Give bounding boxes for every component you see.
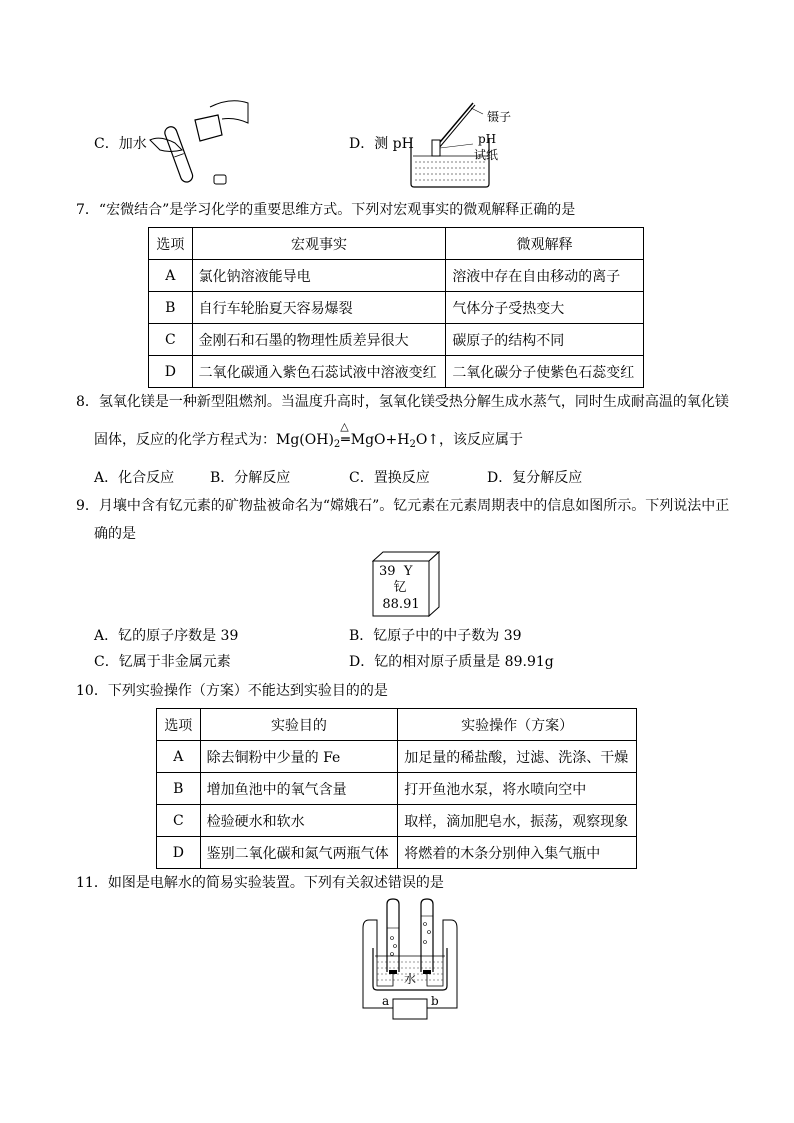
equation-part: 固体，反应的化学方程式为：Mg(OH) bbox=[94, 432, 334, 448]
electrode-b-label: b bbox=[431, 994, 439, 1008]
table-cell: 打开鱼池水泵，将水喷向空中 bbox=[398, 773, 637, 805]
table-cell: 加足量的稀盐酸，过滤、洗涤、干燥 bbox=[398, 741, 637, 773]
table-cell: D bbox=[157, 837, 201, 869]
question-8-stem-line1: 8．氢氧化镁是一种新型阻燃剂。当温度升高时，氢氧化镁受热分解生成水蒸气，同时生成耐高温的氧化镁 bbox=[76, 394, 729, 410]
table-cell: A bbox=[149, 260, 193, 292]
question-9-stem-line2: 确的是 bbox=[94, 526, 136, 542]
table-cell: D bbox=[149, 356, 193, 388]
question-9-stem-line1: 9．月壤中含有钇元素的矿物盐被命名为“嫦娥石”。钇元素在元素周期表中的信息如图所示。下列说法中正 bbox=[76, 498, 730, 514]
table-header: 微观解释 bbox=[446, 228, 644, 260]
table-row bbox=[149, 356, 644, 388]
table-cell: 检验硬水和软水 bbox=[200, 805, 398, 837]
element-cell-yttrium bbox=[372, 551, 440, 617]
question-7-table bbox=[148, 227, 644, 388]
table-cell: 气体分子受热变大 bbox=[446, 292, 644, 324]
table-row bbox=[157, 741, 637, 773]
test-paper-label: 试纸 bbox=[474, 148, 499, 162]
table-cell: 增加鱼池中的氧气含量 bbox=[200, 773, 398, 805]
table-cell: 鉴别二氧化碳和氮气两瓶气体 bbox=[200, 837, 398, 869]
option-a: A．化合反应 bbox=[94, 470, 175, 486]
table-header: 选项 bbox=[157, 709, 201, 741]
table-row bbox=[157, 773, 637, 805]
table-row bbox=[149, 324, 644, 356]
option-b: B．分解反应 bbox=[210, 470, 291, 486]
option-b: B．钇原子中的中子数为 39 bbox=[349, 628, 522, 644]
equation-part: MgO+H bbox=[350, 432, 410, 448]
tweezers-label: 镊子 bbox=[487, 110, 512, 124]
table-cell: 取样，滴加肥皂水，振荡，观察现象 bbox=[398, 805, 637, 837]
table-header: 实验目的 bbox=[200, 709, 398, 741]
table-row bbox=[157, 837, 637, 869]
ph-label: pH bbox=[478, 132, 497, 146]
element-symbol: Y bbox=[403, 564, 413, 579]
table-cell: 溶液中存在自由移动的离子 bbox=[446, 260, 644, 292]
atomic-mass: 88.91 bbox=[382, 597, 420, 612]
option-d: D．钇的相对原子质量是 89.91g bbox=[349, 654, 554, 670]
table-cell: C bbox=[149, 324, 193, 356]
table-cell: 除去铜粉中少量的 Fe bbox=[200, 741, 398, 773]
option-c: C．置换反应 bbox=[349, 470, 430, 486]
element-name: 钇 bbox=[393, 580, 407, 595]
table-header-row bbox=[157, 709, 637, 741]
question-10-table bbox=[156, 708, 637, 869]
table-cell: 金刚石和石墨的物理性质差异很大 bbox=[192, 324, 446, 356]
subscript: 2 bbox=[333, 439, 341, 450]
table-cell: 二氧化碳分子使紫色石蕊变红 bbox=[446, 356, 644, 388]
table-row bbox=[157, 805, 637, 837]
electrolysis-apparatus-figure bbox=[355, 898, 465, 1023]
table-cell: 自行车轮胎夏天容易爆裂 bbox=[192, 292, 446, 324]
table-cell: C bbox=[157, 805, 201, 837]
table-header: 宏观事实 bbox=[192, 228, 446, 260]
table-cell: 将燃着的木条分别伸入集气瓶中 bbox=[398, 837, 637, 869]
equation-part: O↑，该反应属于 bbox=[415, 432, 524, 448]
electrode-a-label: a bbox=[382, 994, 390, 1008]
question-8-stem-line2: 固体，反应的化学方程式为：$Mg(OH)_2$ △ $═MgO+H_2O↑$，该反应属于 bbox=[94, 430, 523, 455]
table-header-row bbox=[149, 228, 644, 260]
question-11-stem: 11．如图是电解水的简易实验装置。下列有关叙述错误的是 bbox=[76, 875, 444, 891]
heat-symbol: △ bbox=[340, 420, 349, 433]
table-row bbox=[149, 292, 644, 324]
table-row bbox=[149, 260, 644, 292]
table-cell: 碳原子的结构不同 bbox=[446, 324, 644, 356]
question-7-stem: 7．“宏微结合”是学习化学的重要思维方式。下列对宏观事实的微观解释正确的是 bbox=[76, 202, 576, 218]
table-cell: B bbox=[157, 773, 201, 805]
table-header: 实验操作（方案） bbox=[398, 709, 637, 741]
add-water-figure bbox=[140, 95, 250, 190]
option-c-add-water: C．加水 bbox=[94, 136, 147, 152]
table-cell: 氯化钠溶液能导电 bbox=[192, 260, 446, 292]
option-c: C．钇属于非金属元素 bbox=[94, 654, 231, 670]
atomic-number: 39 bbox=[379, 564, 396, 579]
table-cell: A bbox=[157, 741, 201, 773]
option-d: D．复分解反应 bbox=[487, 470, 583, 486]
water-label: 水 bbox=[404, 972, 417, 986]
table-header: 选项 bbox=[149, 228, 193, 260]
option-a: A．钇的原子序数是 39 bbox=[94, 628, 239, 644]
table-cell: 二氧化碳通入紫色石蕊试液中溶液变红 bbox=[192, 356, 446, 388]
table-cell: B bbox=[149, 292, 193, 324]
question-10-stem: 10．下列实验操作（方案）不能达到实验目的的是 bbox=[76, 683, 388, 699]
option-d-measure-ph: D．测 pH bbox=[349, 136, 414, 152]
subscript: 2 bbox=[409, 439, 416, 450]
